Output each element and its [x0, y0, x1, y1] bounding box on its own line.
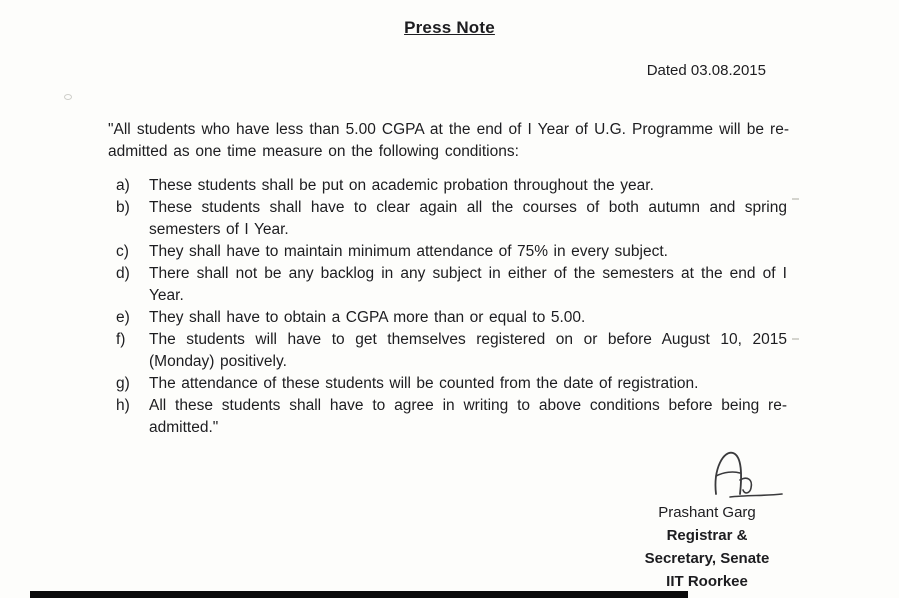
list-item — [116, 307, 787, 329]
list-item-label: f) — [116, 331, 126, 348]
list-item-text: All these students shall have to agree in writing to above conditions before being re-admitted." — [149, 397, 787, 436]
document-title — [0, 0, 899, 38]
list-item-label: e) — [116, 309, 130, 326]
list-item-label: g) — [116, 375, 130, 392]
signatory-role-line2: Secretary, Senate — [644, 550, 770, 567]
signature-block — [612, 446, 802, 593]
signatory-role-line1: Registrar & — [666, 527, 748, 544]
list-item — [116, 241, 787, 263]
conditions-list — [116, 175, 787, 439]
list-item-label: b) — [116, 199, 130, 216]
list-item-text: They shall have to obtain a CGPA more than or equal to 5.00. — [149, 309, 586, 326]
date-line: Dated 03.08.2015 — [646, 62, 766, 79]
list-item — [116, 197, 787, 241]
list-item-text: They shall have to maintain minimum attendance of 75% in every subject. — [149, 243, 668, 260]
list-item — [116, 395, 787, 439]
signatory-role-line3: IIT Roorkee — [666, 573, 748, 590]
list-item — [116, 373, 787, 395]
list-item — [116, 175, 787, 197]
intro-paragraph: "All students who have less than 5.00 CGPA at the end of I Year of U.G. Programme will be re-admitted as one time measure on the following conditions: — [108, 121, 789, 160]
list-item-text: The students will have to get themselves registered on or before August 10, 2015 (Monday) positively. — [149, 331, 787, 370]
list-item-label: h) — [116, 397, 130, 414]
signatory-name: Prashant Garg — [658, 504, 756, 521]
list-item-text: These students shall have to clear again all the courses of both autumn and spring semesters of I Year. — [149, 199, 787, 238]
list-item-text: These students shall be put on academic probation throughout the year. — [149, 177, 654, 194]
list-item-text: The attendance of these students will be counted from the date of registration. — [149, 375, 699, 392]
list-item-label: d) — [116, 265, 130, 282]
list-item-label: c) — [116, 243, 129, 260]
list-item-text: There shall not be any backlog in any subject in either of the semesters at the end of I Year. — [149, 265, 787, 304]
scan-artifact — [64, 94, 72, 100]
handwritten-signature-icon — [702, 446, 788, 500]
scan-artifact — [792, 338, 799, 340]
list-item-label: a) — [116, 177, 130, 194]
document-title-text: Press Note — [404, 18, 495, 37]
scan-artifact — [792, 198, 799, 200]
scan-edge-artifact — [30, 591, 688, 598]
list-item — [116, 263, 787, 307]
list-item — [116, 329, 787, 373]
